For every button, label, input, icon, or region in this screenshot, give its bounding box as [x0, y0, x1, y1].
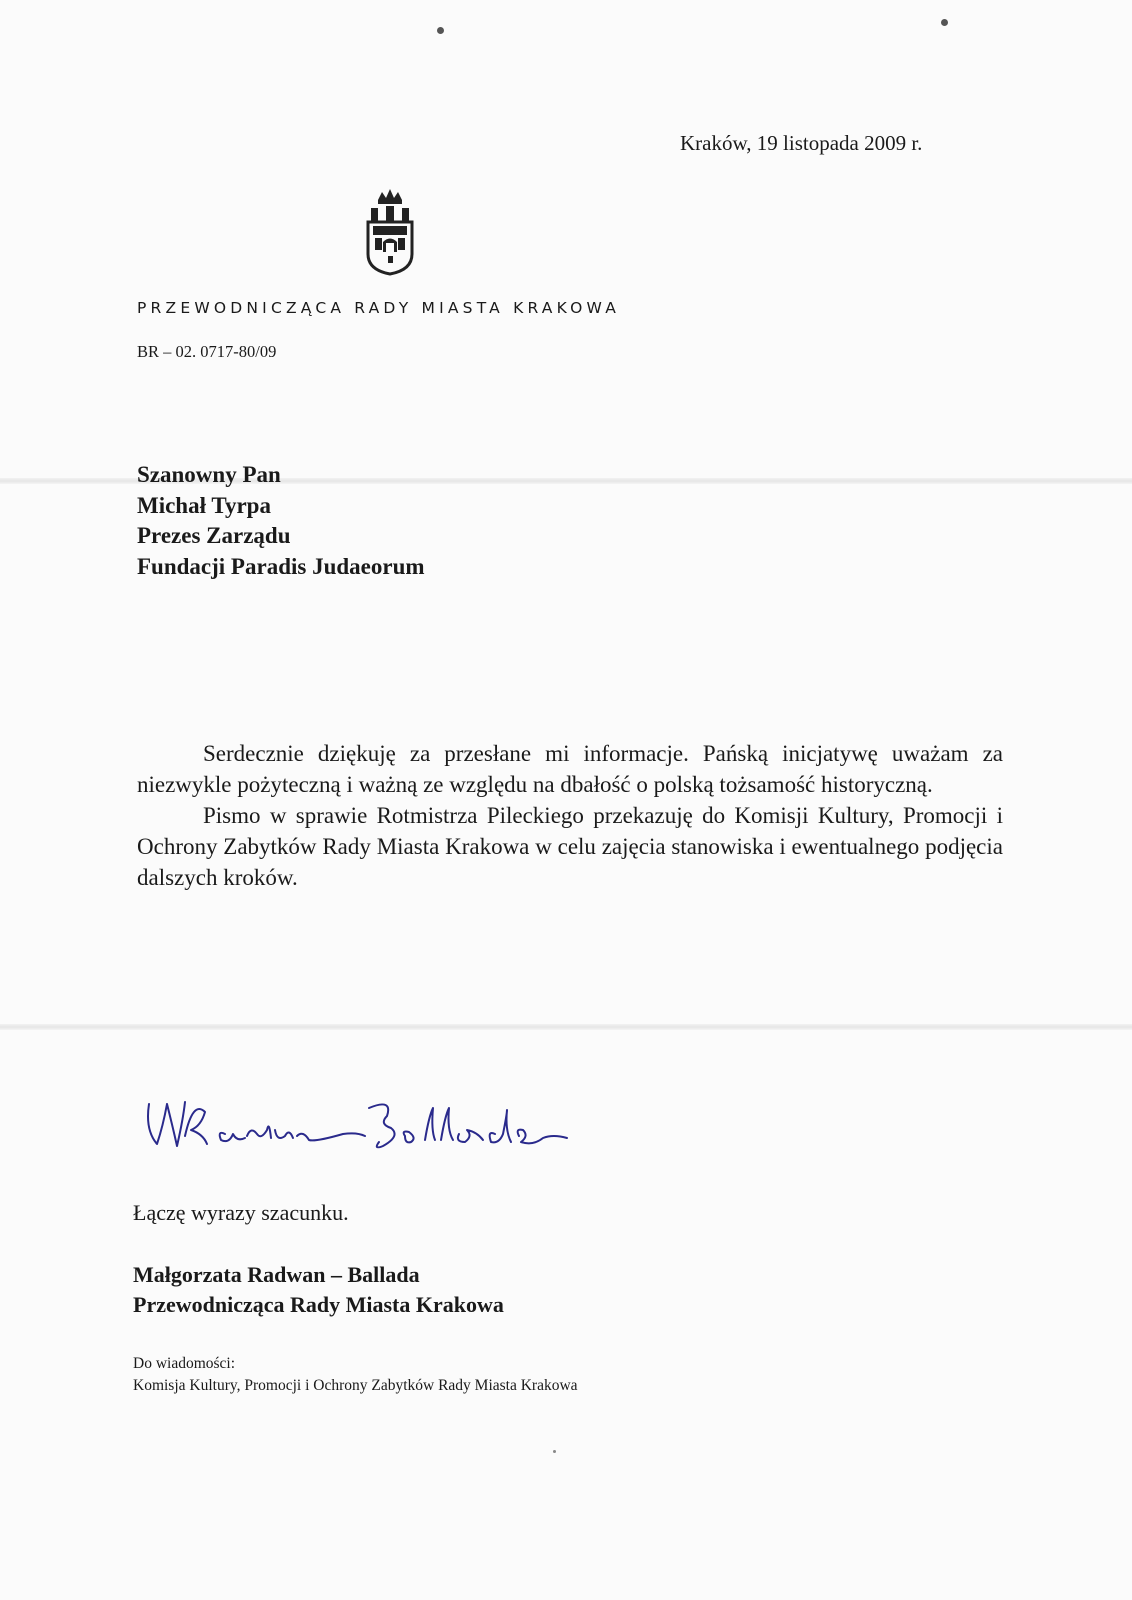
- sender-title: Przewodnicząca Rady Miasta Krakowa: [133, 1292, 504, 1317]
- closing-line: Łączę wyrazy szacunku.: [133, 1200, 349, 1225]
- body-paragraph: Pismo w sprawie Rotmistrza Pileckiego przekazuję do Komisji Kultury, Promocji i Ochrony Zabytków Rady Miasta Krakowa w celu zajęcia stanowiska i ewentualnego podjęcia dalszych kroków.: [137, 803, 1003, 890]
- punch-hole: [941, 19, 948, 26]
- paper-speck: [553, 1450, 556, 1453]
- cc-label: Do wiadomości:: [133, 1355, 236, 1372]
- handwritten-signature: [143, 1090, 583, 1162]
- sender-block: [133, 1260, 504, 1320]
- sender-name: Małgorzata Radwan – Ballada: [133, 1262, 420, 1287]
- krakow-coat-of-arms-icon: [364, 186, 416, 276]
- letter-body: [137, 738, 1003, 893]
- body-paragraph: Serdecznie dziękuję za przesłane mi informacje. Pańską inicjatywę uważam za niezwykle pożyteczną i ważną ze względu na dbałość o polską tożsamość historyczną.: [137, 741, 1003, 797]
- paper-fold: [0, 1024, 1132, 1030]
- cc-recipient: Komisja Kultury, Promocji i Ochrony Zabytków Rady Miasta Krakowa: [133, 1377, 578, 1394]
- recipient-block: [137, 460, 425, 582]
- reference-number: BR – 02. 0717-80/09: [137, 342, 277, 361]
- recipient-line: Prezes Zarządu: [137, 523, 291, 548]
- punch-hole: [437, 27, 444, 34]
- institution-header: PRZEWODNICZĄCA RADY MIASTA KRAKOWA: [137, 299, 620, 317]
- recipient-line: Michał Tyrpa: [137, 492, 271, 518]
- recipient-line: Szanowny Pan: [137, 462, 281, 487]
- place-date: Kraków, 19 listopada 2009 r.: [680, 131, 923, 155]
- cc-block: [133, 1353, 578, 1397]
- recipient-line: Fundacji Paradis Judaeorum: [137, 553, 425, 579]
